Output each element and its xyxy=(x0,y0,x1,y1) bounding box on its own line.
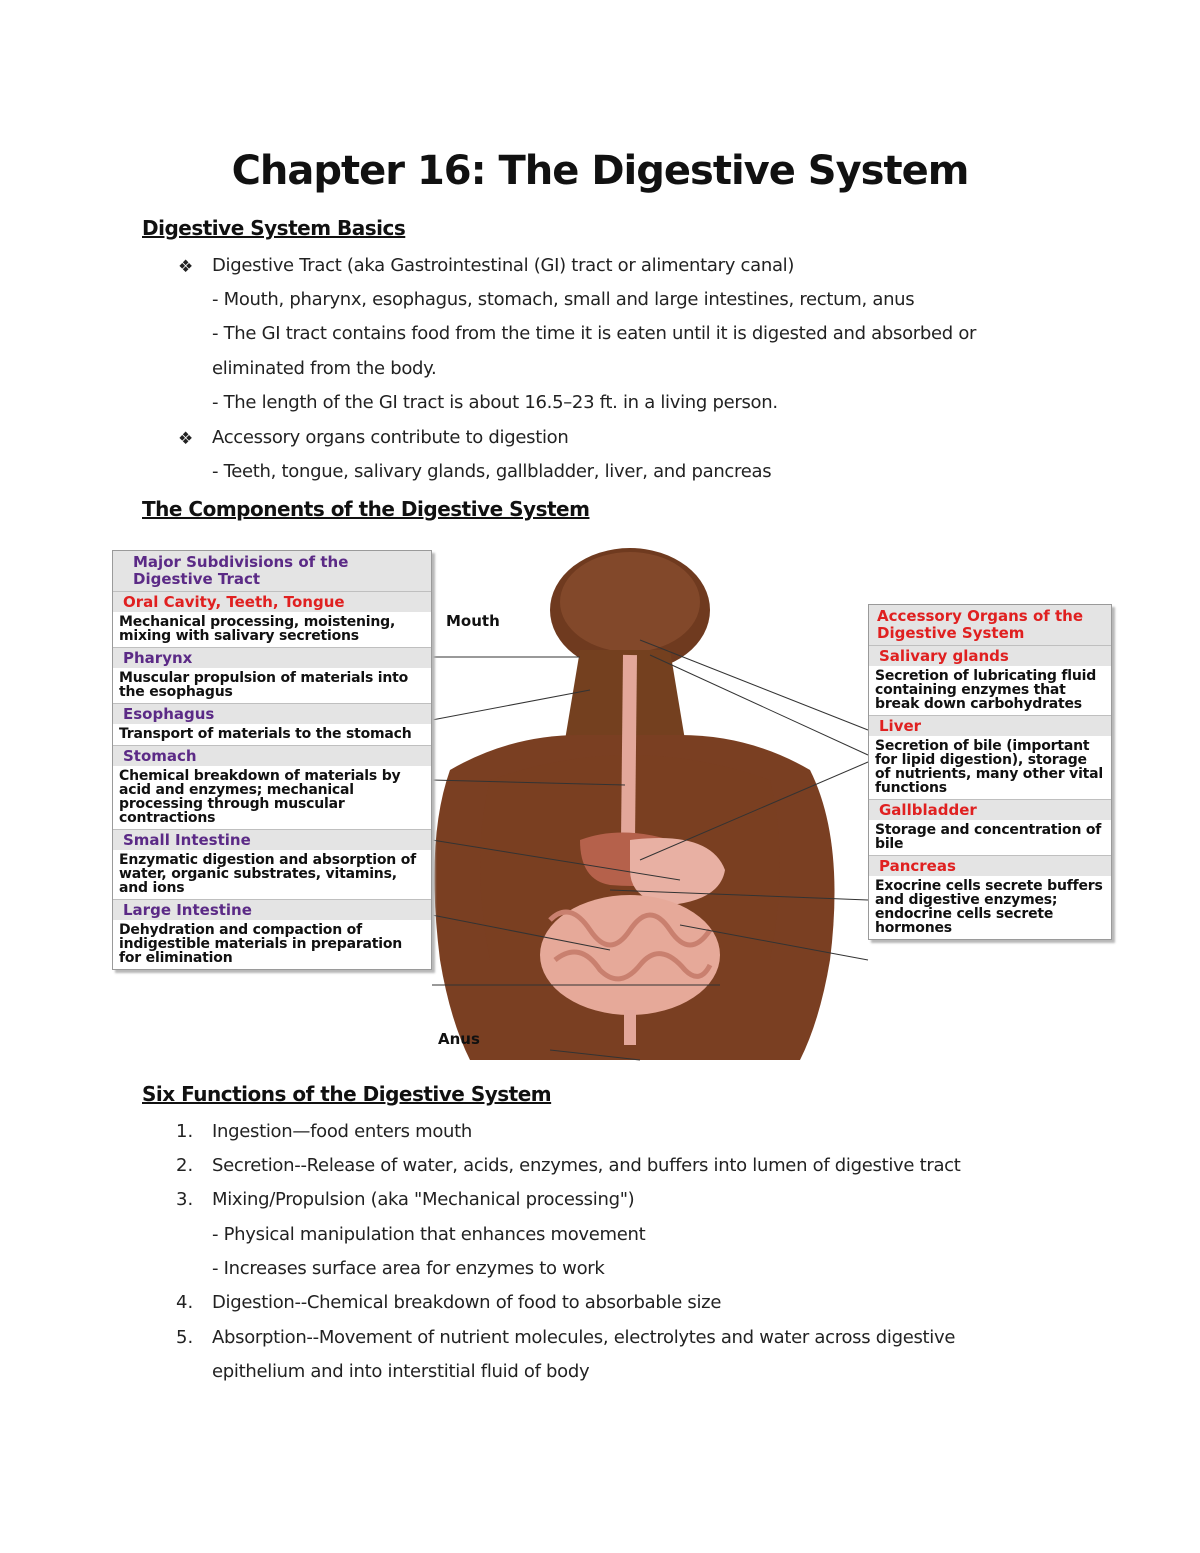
accessory-organ-name: Liver xyxy=(869,715,1111,736)
subdivision-name: Oral Cavity, Teeth, Tongue xyxy=(113,591,431,612)
subdivision-desc: Enzymatic digestion and absorption of water, organic substrates, vitamins, and ions xyxy=(119,852,417,896)
section-heading-components: The Components of the Digestive System xyxy=(142,497,590,521)
subdivision-desc: Dehydration and compaction of indigestible materials in preparation for elimination xyxy=(119,922,403,966)
accessory-panel-title: Accessory Organs of the Digestive System xyxy=(869,605,1111,645)
accessory-organ-name: Gallbladder xyxy=(869,799,1111,820)
subdivision-name: Stomach xyxy=(113,745,431,766)
subdivision-desc: Chemical breakdown of materials by acid and enzymes; mechanical processing through muscular contractions xyxy=(119,768,401,826)
tract-sub-length: - The length of the GI tract is about 16.5–23 ft. in a living person. xyxy=(212,392,778,413)
bullet-digestive-tract: Digestive Tract (aka Gastrointestinal (GI) tract or alimentary canal) xyxy=(212,255,795,276)
tract-sub-contains-cont: eliminated from the body. xyxy=(212,358,437,379)
subdivision-desc: Mechanical processing, moistening, mixing with salivary secretions xyxy=(119,614,396,644)
list-number: 5. xyxy=(176,1327,194,1348)
list-number: 1. xyxy=(176,1121,194,1142)
digestive-system-figure xyxy=(110,540,1115,1070)
tract-sub-organs: - Mouth, pharynx, esophagus, stomach, small and large intestines, rectum, anus xyxy=(212,289,915,310)
diamond-bullet-icon: ❖ xyxy=(178,257,194,276)
accessory-organ-desc: Secretion of lubricating fluid containing enzymes that break down carbohydrates xyxy=(875,668,1097,712)
accessory-organ-desc: Exocrine cells secrete buffers and digestive enzymes; endocrine cells secrete hormones xyxy=(875,878,1103,936)
accessory-sub-list: - Teeth, tongue, salivary glands, gallbladder, liver, and pancreas xyxy=(212,461,772,482)
mouth-label: Mouth xyxy=(446,612,500,630)
anus-label: Anus xyxy=(438,1030,480,1048)
subdivision-name: Pharynx xyxy=(113,647,431,668)
function-item-absorption: Absorption--Movement of nutrient molecules, electrolytes and water across digestive xyxy=(212,1327,956,1348)
accessory-organ-name: Salivary glands xyxy=(869,645,1111,666)
diamond-bullet-icon: ❖ xyxy=(178,429,194,448)
list-number: 2. xyxy=(176,1155,194,1176)
accessory-organ-desc: Secretion of bile (important for lipid digestion), storage of nutrients, many other vital functions xyxy=(875,738,1104,796)
subdivision-name: Large Intestine xyxy=(113,899,431,920)
subdivision-name: Esophagus xyxy=(113,703,431,724)
subdivision-desc: Muscular propulsion of materials into the esophagus xyxy=(119,670,409,700)
section-heading-functions: Six Functions of the Digestive System xyxy=(142,1082,552,1106)
list-number: 4. xyxy=(176,1292,194,1313)
subdivisions-panel-title: Major Subdivisions of the Digestive Tract xyxy=(113,551,431,591)
function-item-ingestion: Ingestion—food enters mouth xyxy=(212,1121,473,1142)
accessory-organs-panel xyxy=(868,604,1112,940)
page-title: Chapter 16: The Digestive System xyxy=(231,148,969,194)
absorption-cont: epithelium and into interstitial fluid of body xyxy=(212,1361,590,1382)
mixing-sub-manipulation: - Physical manipulation that enhances movement xyxy=(212,1224,646,1245)
function-item-digestion: Digestion--Chemical breakdown of food to absorbable size xyxy=(212,1292,722,1313)
section-heading-basics: Digestive System Basics xyxy=(142,216,406,240)
subdivisions-panel xyxy=(112,550,432,970)
tract-sub-contains: - The GI tract contains food from the time it is eaten until it is digested and absorbed or xyxy=(212,323,977,344)
list-number: 3. xyxy=(176,1189,194,1210)
accessory-organ-desc: Storage and concentration of bile xyxy=(875,822,1102,852)
accessory-organ-name: Pancreas xyxy=(869,855,1111,876)
function-item-secretion: Secretion--Release of water, acids, enzymes, and buffers into lumen of digestive tract xyxy=(212,1155,961,1176)
subdivision-desc: Transport of materials to the stomach xyxy=(119,726,412,742)
function-item-mixing: Mixing/Propulsion (aka "Mechanical processing") xyxy=(212,1189,635,1210)
subdivision-name: Small Intestine xyxy=(113,829,431,850)
mixing-sub-surface-area: - Increases surface area for enzymes to work xyxy=(212,1258,605,1279)
bullet-accessory-organs: Accessory organs contribute to digestion xyxy=(212,427,569,448)
